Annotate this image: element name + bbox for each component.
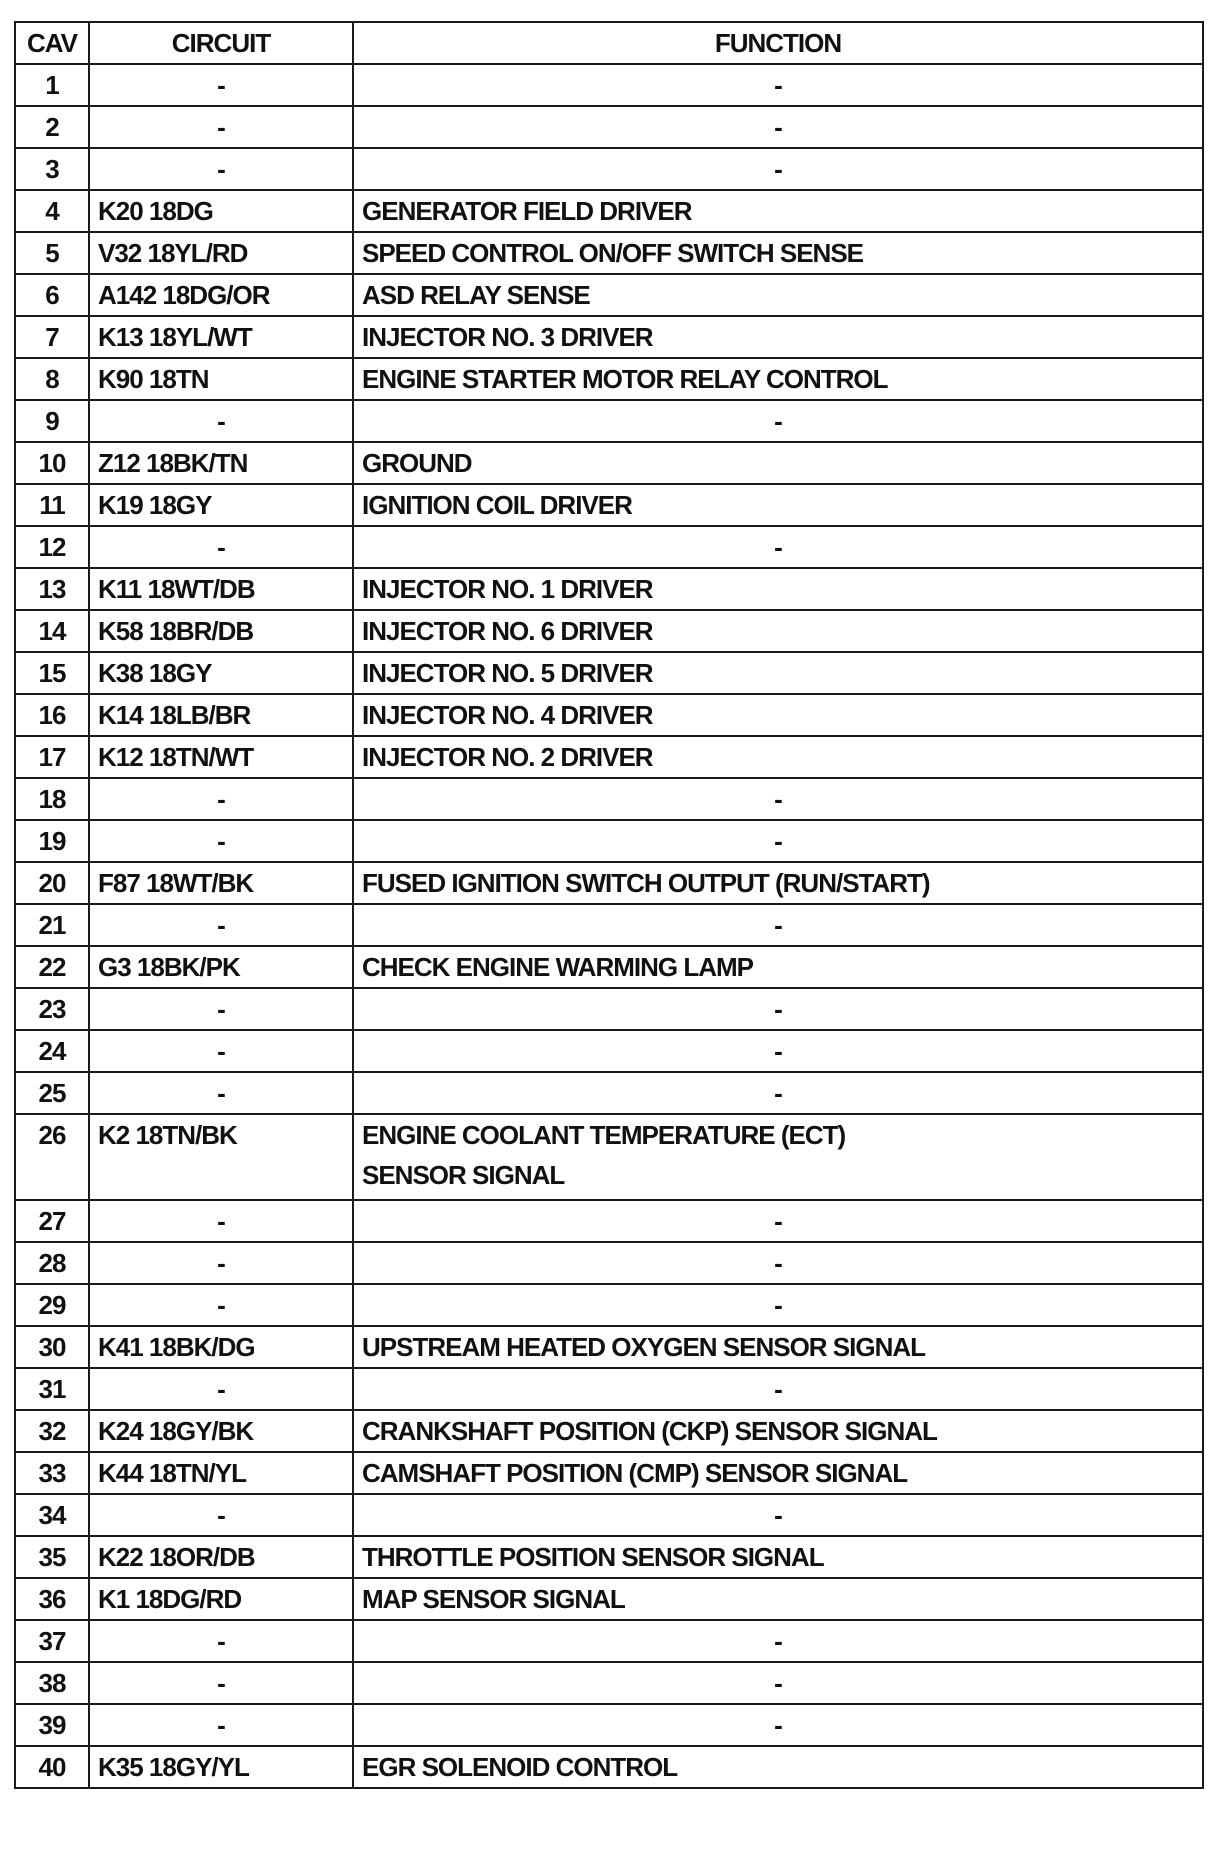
cell-circuit: K1 18DG/RD: [89, 1578, 353, 1620]
cell-circuit: K38 18GY: [89, 652, 353, 694]
cell-circuit: -: [89, 904, 353, 946]
table-row: [15, 232, 1203, 274]
table-row: [15, 484, 1203, 526]
cell-cav: 38: [15, 1662, 89, 1704]
cell-circuit: K35 18GY/YL: [89, 1746, 353, 1788]
cell-circuit: -: [89, 988, 353, 1030]
cell-cav: 14: [15, 610, 89, 652]
table-row: [15, 568, 1203, 610]
cell-cav: 17: [15, 736, 89, 778]
table-row: [15, 358, 1203, 400]
cell-circuit: -: [89, 778, 353, 820]
cell-circuit: K20 18DG: [89, 190, 353, 232]
cell-circuit: -: [89, 1662, 353, 1704]
table-row: [15, 106, 1203, 148]
cell-function: CRANKSHAFT POSITION (CKP) SENSOR SIGNAL: [353, 1410, 1203, 1452]
cell-cav: 39: [15, 1704, 89, 1746]
cell-function: -: [353, 1284, 1203, 1326]
table-row: [15, 1368, 1203, 1410]
cell-cav: 3: [15, 148, 89, 190]
cell-cav: 13: [15, 568, 89, 610]
header-function: FUNCTION: [353, 22, 1203, 64]
cell-circuit: -: [89, 1368, 353, 1410]
cell-function: -: [353, 148, 1203, 190]
cell-cav: 4: [15, 190, 89, 232]
cell-function: THROTTLE POSITION SENSOR SIGNAL: [353, 1536, 1203, 1578]
cell-cav: 7: [15, 316, 89, 358]
table-row: [15, 610, 1203, 652]
cell-function: -: [353, 778, 1203, 820]
table-row: [15, 1452, 1203, 1494]
table-row: [15, 1072, 1203, 1114]
cell-cav: 1: [15, 64, 89, 106]
cell-function: -: [353, 820, 1203, 862]
cell-cav: 26: [15, 1114, 89, 1200]
cell-function: INJECTOR NO. 1 DRIVER: [353, 568, 1203, 610]
cell-circuit: K24 18GY/BK: [89, 1410, 353, 1452]
cell-cav: 6: [15, 274, 89, 316]
cell-function: [353, 1114, 1203, 1200]
cell-circuit: K58 18BR/DB: [89, 610, 353, 652]
cell-function: -: [353, 1072, 1203, 1114]
table-row: [15, 1578, 1203, 1620]
table-row: [15, 694, 1203, 736]
table-row: [15, 820, 1203, 862]
connector-pinout-table: [14, 21, 1204, 1789]
table-row: [15, 1746, 1203, 1788]
cell-circuit: K11 18WT/DB: [89, 568, 353, 610]
cell-cav: 23: [15, 988, 89, 1030]
cell-cav: 18: [15, 778, 89, 820]
table-row: [15, 442, 1203, 484]
cell-cav: 29: [15, 1284, 89, 1326]
cell-cav: 20: [15, 862, 89, 904]
cell-cav: 22: [15, 946, 89, 988]
cell-cav: 31: [15, 1368, 89, 1410]
table-row: [15, 526, 1203, 568]
cell-circuit: -: [89, 1072, 353, 1114]
cell-circuit: -: [89, 1494, 353, 1536]
table-row: [15, 1536, 1203, 1578]
cell-function: EGR SOLENOID CONTROL: [353, 1746, 1203, 1788]
cell-function: CAMSHAFT POSITION (CMP) SENSOR SIGNAL: [353, 1452, 1203, 1494]
cell-cav: 24: [15, 1030, 89, 1072]
cell-circuit: -: [89, 1242, 353, 1284]
cell-circuit: -: [89, 1704, 353, 1746]
cell-cav: 5: [15, 232, 89, 274]
cell-function: GENERATOR FIELD DRIVER: [353, 190, 1203, 232]
cell-function: INJECTOR NO. 6 DRIVER: [353, 610, 1203, 652]
cell-function: ASD RELAY SENSE: [353, 274, 1203, 316]
cell-circuit: V32 18YL/RD: [89, 232, 353, 274]
table-row: [15, 400, 1203, 442]
cell-circuit: Z12 18BK/TN: [89, 442, 353, 484]
cell-cav: 32: [15, 1410, 89, 1452]
cell-cav: 21: [15, 904, 89, 946]
cell-circuit: -: [89, 1200, 353, 1242]
cell-function: -: [353, 1368, 1203, 1410]
cell-circuit: -: [89, 526, 353, 568]
cell-function: UPSTREAM HEATED OXYGEN SENSOR SIGNAL: [353, 1326, 1203, 1368]
cell-circuit: K41 18BK/DG: [89, 1326, 353, 1368]
cell-circuit: K19 18GY: [89, 484, 353, 526]
cell-cav: 12: [15, 526, 89, 568]
cell-function: -: [353, 106, 1203, 148]
cell-circuit: -: [89, 1284, 353, 1326]
cell-cav: 33: [15, 1452, 89, 1494]
cell-cav: 36: [15, 1578, 89, 1620]
table-row: [15, 1410, 1203, 1452]
cell-cav: 15: [15, 652, 89, 694]
table-row: [15, 274, 1203, 316]
cell-cav: 8: [15, 358, 89, 400]
table-row: [15, 1704, 1203, 1746]
cell-function: -: [353, 904, 1203, 946]
cell-circuit: -: [89, 820, 353, 862]
cell-cav: 34: [15, 1494, 89, 1536]
cell-function: -: [353, 1200, 1203, 1242]
cell-circuit: K22 18OR/DB: [89, 1536, 353, 1578]
cell-function: IGNITION COIL DRIVER: [353, 484, 1203, 526]
cell-function: -: [353, 1662, 1203, 1704]
cell-cav: 9: [15, 400, 89, 442]
table-row: [15, 652, 1203, 694]
cell-circuit: -: [89, 1620, 353, 1662]
cell-cav: 2: [15, 106, 89, 148]
cell-function: -: [353, 526, 1203, 568]
cell-function: -: [353, 1494, 1203, 1536]
table-row: [15, 778, 1203, 820]
cell-function: INJECTOR NO. 2 DRIVER: [353, 736, 1203, 778]
table-row: [15, 1030, 1203, 1072]
table-row: [15, 148, 1203, 190]
table-body: [15, 64, 1203, 1788]
header-cav: CAV: [15, 22, 89, 64]
cell-circuit: K44 18TN/YL: [89, 1452, 353, 1494]
cell-cav: 35: [15, 1536, 89, 1578]
function-line: SENSOR SIGNAL: [362, 1160, 565, 1190]
table-row: [15, 1200, 1203, 1242]
cell-circuit: -: [89, 400, 353, 442]
cell-circuit: -: [89, 64, 353, 106]
cell-circuit: A142 18DG/OR: [89, 274, 353, 316]
table-row: [15, 1114, 1203, 1200]
table-row: [15, 1326, 1203, 1368]
cell-cav: 37: [15, 1620, 89, 1662]
table-row: [15, 1620, 1203, 1662]
cell-cav: 10: [15, 442, 89, 484]
table-row: [15, 1242, 1203, 1284]
cell-function: FUSED IGNITION SWITCH OUTPUT (RUN/START): [353, 862, 1203, 904]
table-row: [15, 1662, 1203, 1704]
cell-function: INJECTOR NO. 5 DRIVER: [353, 652, 1203, 694]
cell-circuit: -: [89, 1030, 353, 1072]
cell-cav: 40: [15, 1746, 89, 1788]
cell-cav: 30: [15, 1326, 89, 1368]
cell-cav: 11: [15, 484, 89, 526]
cell-circuit: G3 18BK/PK: [89, 946, 353, 988]
cell-cav: 25: [15, 1072, 89, 1114]
cell-function: ENGINE STARTER MOTOR RELAY CONTROL: [353, 358, 1203, 400]
table-row: [15, 316, 1203, 358]
header-row: [15, 22, 1203, 64]
cell-cav: 19: [15, 820, 89, 862]
cell-function: -: [353, 400, 1203, 442]
cell-function: -: [353, 1620, 1203, 1662]
table-row: [15, 1284, 1203, 1326]
cell-function: CHECK ENGINE WARMING LAMP: [353, 946, 1203, 988]
table-row: [15, 190, 1203, 232]
function-line: ENGINE COOLANT TEMPERATURE (ECT): [362, 1120, 846, 1150]
table-row: [15, 1494, 1203, 1536]
cell-function: INJECTOR NO. 3 DRIVER: [353, 316, 1203, 358]
table-row: [15, 862, 1203, 904]
cell-cav: 27: [15, 1200, 89, 1242]
cell-circuit: K90 18TN: [89, 358, 353, 400]
cell-function: GROUND: [353, 442, 1203, 484]
cell-function: SPEED CONTROL ON/OFF SWITCH SENSE: [353, 232, 1203, 274]
table-row: [15, 946, 1203, 988]
table-row: [15, 988, 1203, 1030]
cell-cav: 28: [15, 1242, 89, 1284]
cell-circuit: F87 18WT/BK: [89, 862, 353, 904]
cell-function: MAP SENSOR SIGNAL: [353, 1578, 1203, 1620]
table-row: [15, 64, 1203, 106]
table-row: [15, 736, 1203, 778]
cell-function: -: [353, 1242, 1203, 1284]
cell-function: -: [353, 1704, 1203, 1746]
table-row: [15, 904, 1203, 946]
cell-function: -: [353, 64, 1203, 106]
cell-function: INJECTOR NO. 4 DRIVER: [353, 694, 1203, 736]
cell-circuit: K2 18TN/BK: [89, 1114, 353, 1200]
cell-cav: 16: [15, 694, 89, 736]
cell-circuit: K14 18LB/BR: [89, 694, 353, 736]
cell-circuit: -: [89, 148, 353, 190]
cell-circuit: K13 18YL/WT: [89, 316, 353, 358]
cell-function: -: [353, 1030, 1203, 1072]
header-circuit: CIRCUIT: [89, 22, 353, 64]
cell-function: -: [353, 988, 1203, 1030]
cell-circuit: -: [89, 106, 353, 148]
cell-circuit: K12 18TN/WT: [89, 736, 353, 778]
